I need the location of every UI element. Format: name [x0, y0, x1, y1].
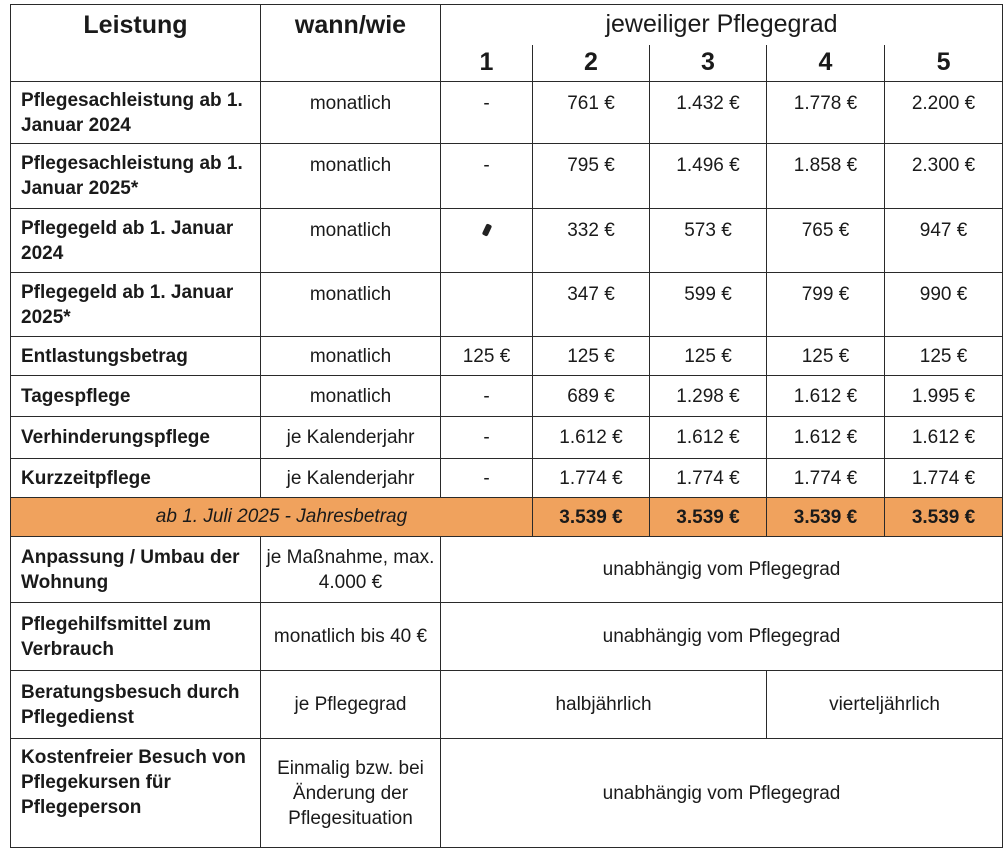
row-when: monatlich — [261, 376, 441, 417]
pflegeleistungen-table — [10, 4, 1003, 848]
jahresbetrag-grade-3: 3.539 € — [650, 498, 767, 537]
jahresbetrag-grade-2: 3.539 € — [533, 498, 650, 537]
grade-5-header: 5 — [885, 45, 1003, 82]
row-label: Beratungsbesuch durch Pflegedienst — [11, 671, 261, 739]
row-when: je Kalenderjahr — [261, 459, 441, 498]
row-grade-2: 125 € — [533, 337, 650, 376]
row-grade-1: - — [441, 417, 533, 459]
col-header-pflegegrad: jeweiliger Pflegegrad — [441, 5, 1003, 45]
row-grade-1: - — [441, 144, 533, 209]
row-grade-5: 2.300 € — [885, 144, 1003, 209]
row-grade-3: 1.496 € — [650, 144, 767, 209]
row-when: je Pflegegrad — [261, 671, 441, 739]
row-label: Pflegegeld ab 1. Januar 2025* — [11, 273, 261, 337]
grade-1-header: 1 — [441, 45, 533, 82]
row-grade-2: 332 € — [533, 209, 650, 273]
grade-3-header: 3 — [650, 45, 767, 82]
row-label: Anpassung / Umbau der Wohnung — [11, 537, 261, 603]
jahresbetrag-label: ab 1. Juli 2025 - Jahresbetrag — [11, 498, 533, 537]
table-row — [11, 376, 1003, 417]
row-grade-4: 1.778 € — [767, 82, 885, 144]
row-grade-5: 1.995 € — [885, 376, 1003, 417]
row-grade-4: 799 € — [767, 273, 885, 337]
row-when: monatlich — [261, 82, 441, 144]
row-grade-2: 1.774 € — [533, 459, 650, 498]
jahresbetrag-grade-5: 3.539 € — [885, 498, 1003, 537]
row-grade-5: 125 € — [885, 337, 1003, 376]
row-grade-4: 1.774 € — [767, 459, 885, 498]
row-when: monatlich — [261, 144, 441, 209]
row-grade-2: 689 € — [533, 376, 650, 417]
row-grade-5: 1.774 € — [885, 459, 1003, 498]
row-grade-4: 765 € — [767, 209, 885, 273]
row-grade-2: 795 € — [533, 144, 650, 209]
row-grade-3: 125 € — [650, 337, 767, 376]
jahresbetrag-grade-4: 3.539 € — [767, 498, 885, 537]
row-when: monatlich — [261, 337, 441, 376]
row-when: monatlich bis 40 € — [261, 603, 441, 671]
row-label: Pflegegeld ab 1. Januar 2024 — [11, 209, 261, 273]
ink-mark-icon — [481, 223, 492, 236]
table-row — [11, 209, 1003, 273]
row-grade-3: 1.612 € — [650, 417, 767, 459]
row-grade-5: 990 € — [885, 273, 1003, 337]
row-grade-5: 947 € — [885, 209, 1003, 273]
row-grade-3: 573 € — [650, 209, 767, 273]
grade-2-header: 2 — [533, 45, 650, 82]
row-grade-3: 1.432 € — [650, 82, 767, 144]
row-grade-2: 1.612 € — [533, 417, 650, 459]
row-grade-2: 347 € — [533, 273, 650, 337]
col-header-leistung: Leistung — [11, 5, 261, 82]
row-when: monatlich — [261, 209, 441, 273]
table-row — [11, 537, 1003, 603]
row-grade-3: 1.298 € — [650, 376, 767, 417]
row-grade-4: 1.858 € — [767, 144, 885, 209]
row-grade-4: 1.612 € — [767, 376, 885, 417]
row-value-grades-4-5: vierteljährlich — [767, 671, 1003, 739]
row-grade-1 — [441, 209, 533, 273]
row-label: Pflegesachleistung ab 1. Januar 2024 — [11, 82, 261, 144]
row-grade-5: 1.612 € — [885, 417, 1003, 459]
row-label: Tagespflege — [11, 376, 261, 417]
row-when: je Kalenderjahr — [261, 417, 441, 459]
row-label: Entlastungsbetrag — [11, 337, 261, 376]
row-label: Kurzzeitpflege — [11, 459, 261, 498]
jahresbetrag-row — [11, 498, 1003, 537]
table-row — [11, 603, 1003, 671]
row-when: monatlich — [261, 273, 441, 337]
table-row — [11, 82, 1003, 144]
row-grade-5: 2.200 € — [885, 82, 1003, 144]
row-grade-1: - — [441, 376, 533, 417]
row-value-all-grades: unabhängig vom Pflegegrad — [441, 537, 1003, 603]
row-label: Kostenfreier Besuch von Pflegekursen für Pflegeperson — [11, 739, 261, 848]
row-when: je Maßnahme, max. 4.000 € — [261, 537, 441, 603]
row-label: Pflegesachleistung ab 1. Januar 2025* — [11, 144, 261, 209]
table-row — [11, 739, 1003, 848]
row-value-all-grades: unabhängig vom Pflegegrad — [441, 603, 1003, 671]
table-row — [11, 337, 1003, 376]
row-grade-3: 1.774 € — [650, 459, 767, 498]
row-label: Verhinderungspflege — [11, 417, 261, 459]
table-row — [11, 273, 1003, 337]
row-value-all-grades: unabhängig vom Pflegegrad — [441, 739, 1003, 848]
table-row — [11, 459, 1003, 498]
col-header-wann-wie: wann/wie — [261, 5, 441, 82]
row-when: Einmalig bzw. bei Änderung der Pflegesituation — [261, 739, 441, 848]
row-grade-1: - — [441, 459, 533, 498]
table-row — [11, 671, 1003, 739]
row-grade-3: 599 € — [650, 273, 767, 337]
row-value-grades-2-3: halbjährlich — [441, 671, 767, 739]
row-grade-4: 125 € — [767, 337, 885, 376]
row-grade-2: 761 € — [533, 82, 650, 144]
row-grade-1: - — [441, 82, 533, 144]
row-grade-1: 125 € — [441, 337, 533, 376]
table-row — [11, 417, 1003, 459]
row-grade-4: 1.612 € — [767, 417, 885, 459]
row-grade-1 — [441, 273, 533, 337]
table-row — [11, 144, 1003, 209]
header-row — [11, 5, 1003, 45]
grade-4-header: 4 — [767, 45, 885, 82]
row-label: Pflegehilfsmittel zum Verbrauch — [11, 603, 261, 671]
